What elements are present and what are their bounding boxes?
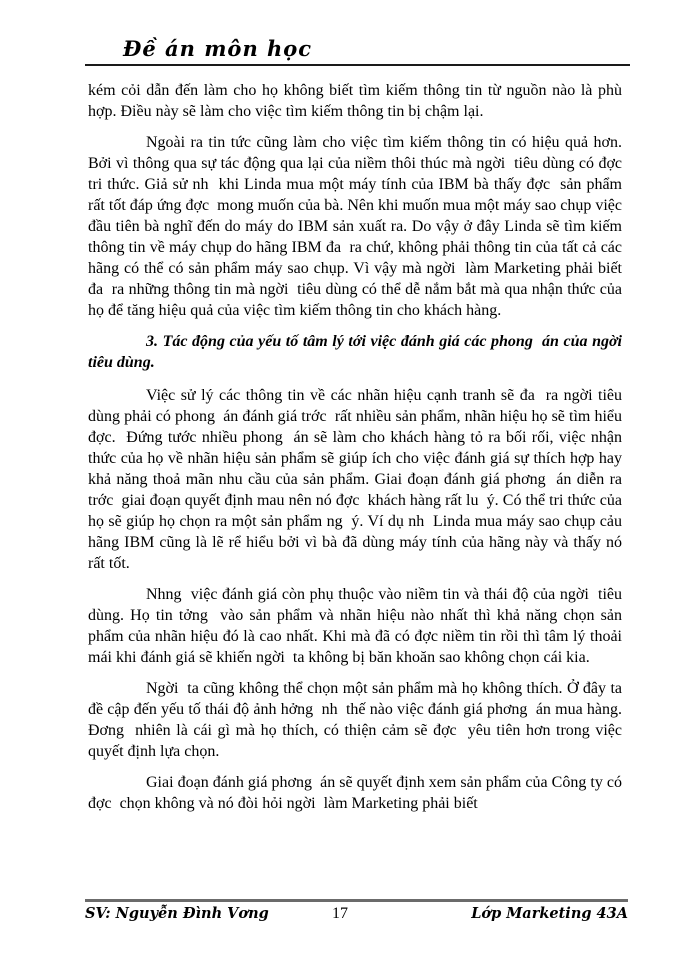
body-paragraph: Ngời ta cũng không thể chọn một sản phẩm mà họ không thích. Ở đây ta đề cập đến yếu tố thái độ ảnh hởng nh thế nào việc đánh giá phơng án mua hàng. Đơng nhiên là cái gì mà họ thích, có thiện cảm sẽ đợc yêu tiên hơn trong việc quyết định lựa chọn. (88, 680, 626, 760)
page-header (85, 36, 630, 66)
body-paragraph: Nhng việc đánh giá còn phụ thuộc vào niềm tin và thái độ của ngời tiêu dùng. Họ tin tởng vào sản phẩm và nhãn hiệu nào nhất thì khả năng chọn sản phẩm của nhãn hiệu đó là cao nhất. Khi mà đã có đợc niềm tin rồi thì tâm lý thoải mái khi đánh giá sẽ khiến ngời ta không bị băn khoăn sao không chọn cái kia. (88, 586, 626, 666)
body-paragraph: Việc sử lý các thông tin về các nhãn hiệu cạnh tranh sẽ đa ra ngời tiêu dùng phải có phong án đánh giá trớc rất nhiều sản phẩm, nhãn hiệu họ sẽ tìm hiểu đợc. Đứng tước nhiều phong án sẽ làm cho khách hàng tỏ ra bối rối, việc nhận thức của họ về nhãn hiệu sản phẩm sẽ giúp ích cho việc đánh giá sự thích hợp hay khả năng thoả mãn nhu cầu của sản phẩm. Giai đoạn đánh giá phơng án diễn ra trớc giai đoạn quyết định mau nên nó đợc khách hàng rất lu ý. Có thể tri thức của họ sẽ giúp họ chọn ra một sản phẩm ng ý. Ví dụ nh Linda mua máy sao chụp cảu hãng IBM cũng là lẽ rể hiểu bởi vì bà đã dùng máy tính của hãng này và thấy nó rất tốt. (88, 387, 626, 572)
section-heading: 3. Tác động của yếu tố tâm lý tới việc đánh giá các phong án của ngời tiêu dùng. (88, 333, 630, 371)
footer-student-name: SV: Nguyễn Đình Vơng (85, 905, 269, 922)
body-paragraph: Giai đoạn đánh giá phơng án sẽ quyết định xem sản phẩm của Công ty có đợc chọn không và nó đòi hỏi ngời làm Marketing phải biết (88, 774, 626, 812)
document-body (88, 80, 630, 824)
body-paragraph: Ngoài ra tin tức cũng làm cho việc tìm kiếm thông tin có hiệu quả hơn. Bởi vì thông qua sự tác động qua lại của niềm thôi thúc mà ngời tiêu dùng có đợc tri thức. Giả sử nh khi Linda mua một máy tính của IBM bà thấy đợc sản phẩm rất tốt đáp ứng đợc mong muốn của bà. Nên khi muốn mua một máy sao chụp việc đầu tiên bà nghĩ đến do máy do IBM sản xuất ra. Do vậy ở đây Linda sẽ tìm kiếm thông tin về máy chụp do hãng IBM đa ra chứ, không phải thông tin của tất cả các hãng có thể có sản phẩm máy sao chụp. Vì vậy mà ngời làm Marketing phải biết đa ra những thông tin mà ngời tiêu dùng có thể dễ nắm bắt mà qua nhận thức của họ để tăng hiệu quả của việc tìm kiếm thông tin cho khách hàng. (88, 134, 630, 319)
body-paragraph: kém cỏi dẫn đến làm cho họ không biết tìm kiếm thông tin từ nguồn nào là phù hợp. Điều này sẽ làm cho việc tìm kiếm thông tin bị chậm lại. (88, 82, 626, 120)
footer-page-number: 17 (331, 905, 348, 922)
footer-class-name: Lớp Marketing 43A (471, 905, 628, 922)
page-footer (85, 899, 628, 923)
header-title: Đề án môn học (123, 36, 313, 61)
